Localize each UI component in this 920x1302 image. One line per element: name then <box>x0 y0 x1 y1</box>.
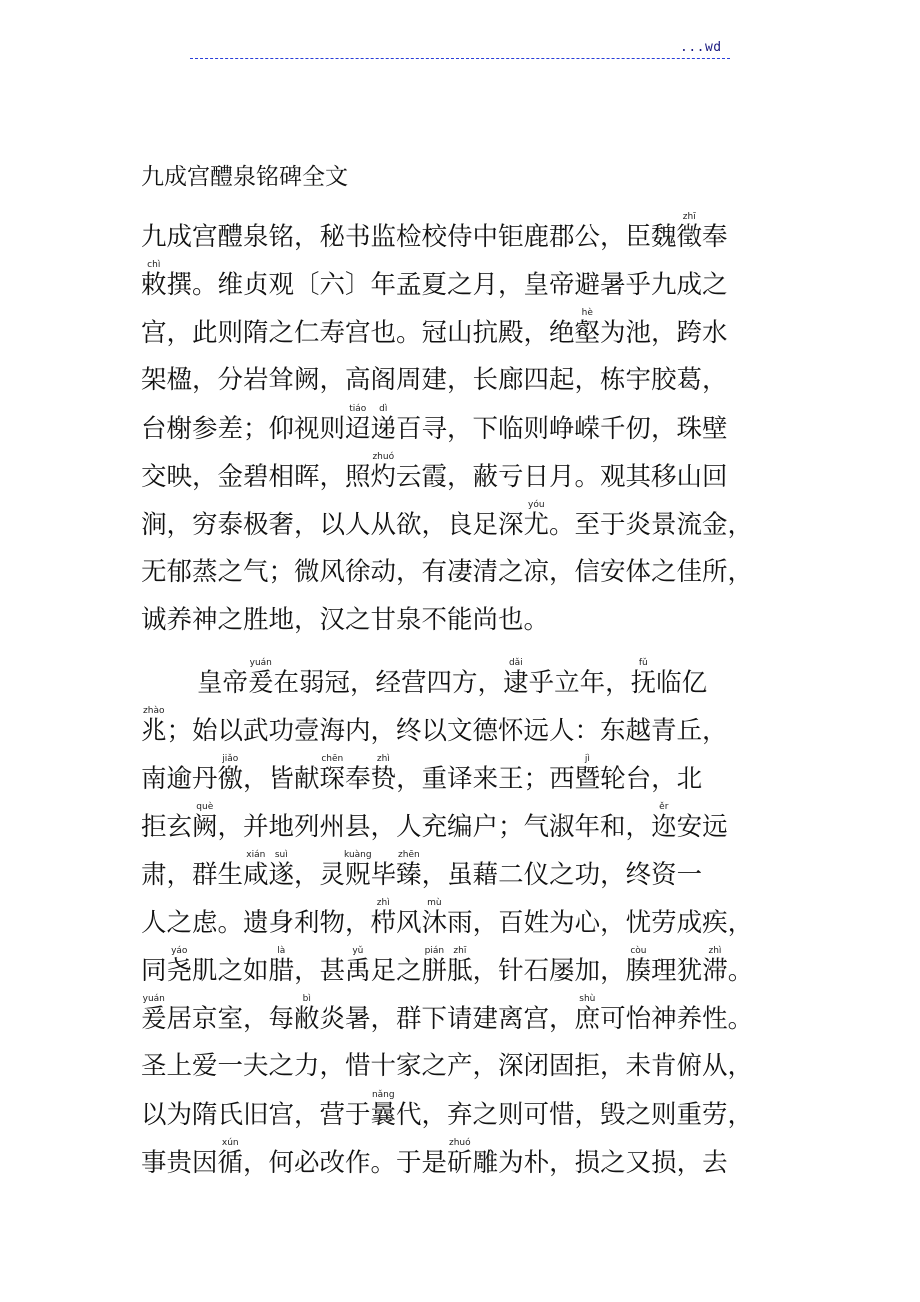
annotated-character: 尤yóu <box>523 500 550 540</box>
pinyin-annotation: zhào <box>141 706 167 716</box>
pinyin-annotation: ěr <box>651 802 677 812</box>
pinyin-annotation: yuán <box>141 994 167 1004</box>
pinyin-annotation: yuán <box>248 658 274 668</box>
annotated-character: 阙què <box>192 802 218 842</box>
text-line <box>141 308 791 356</box>
pinyin-annotation: còu <box>625 946 652 956</box>
pinyin-annotation: chì <box>141 260 167 270</box>
pinyin-annotation: zhì <box>370 754 397 764</box>
annotated-character: 爰yuán <box>141 994 167 1034</box>
text-line <box>141 802 791 850</box>
paragraph-2 <box>141 658 791 1186</box>
pinyin-annotation: zhì <box>702 946 728 956</box>
text-run: 。至于炎景流金， <box>549 510 754 540</box>
text-run: 架楹，分岩耸阙，高阁周建，长廊四起，栋宇胶葛， <box>141 365 728 395</box>
pinyin-annotation: zhēn <box>396 850 422 860</box>
text-run: 云霞，蔽亏日月。观其移山回 <box>396 462 728 492</box>
annotated-character: 兆zhào <box>141 706 167 746</box>
pinyin-annotation: zhuó <box>447 1138 473 1148</box>
text-run: 雨，百姓为心，忧劳成疾， <box>447 908 754 938</box>
text-line <box>141 946 791 994</box>
pinyin-annotation: bì <box>294 994 320 1004</box>
text-run: 奉 <box>702 222 728 252</box>
annotated-character: 琛chēn <box>319 754 346 794</box>
pinyin-annotation: xún <box>217 1138 244 1148</box>
annotated-character: 抚fǔ <box>630 658 657 698</box>
annotated-character: 曩nǎng <box>370 1090 397 1130</box>
annotated-character: 庶shù <box>574 994 601 1034</box>
annotated-character: 徼jiǎo <box>217 754 244 794</box>
text-line <box>141 850 791 898</box>
pinyin-annotation: fǔ <box>630 658 657 668</box>
pinyin-annotation: mù <box>421 898 448 908</box>
text-line <box>141 260 791 308</box>
annotated-character: 壑hè <box>574 308 601 348</box>
text-run: 肌之如 <box>192 956 269 986</box>
text-run: 安远 <box>676 812 728 842</box>
text-run: ，针石屡加， <box>472 956 626 986</box>
text-run: 南逾丹 <box>141 764 218 794</box>
text-run: ，何必改作。于是 <box>243 1148 448 1178</box>
annotated-character: 尧yáo <box>166 946 193 986</box>
text-line <box>141 1090 791 1138</box>
text-run: 台榭参差；仰视则 <box>141 414 346 444</box>
pinyin-annotation: yáo <box>166 946 193 956</box>
text-run: ，重译来王；西 <box>396 764 575 794</box>
text-line <box>141 500 791 548</box>
text-run: 临亿 <box>656 668 708 698</box>
text-run: ，并地列州县，人充编户；气淑年和， <box>217 812 652 842</box>
text-line <box>141 658 791 706</box>
text-line <box>141 706 791 754</box>
pinyin-annotation: yǔ <box>345 946 371 956</box>
pinyin-annotation: suì <box>268 850 295 860</box>
pinyin-annotation: shù <box>574 994 601 1004</box>
text-run: ，皆献 <box>243 764 320 794</box>
annotated-character: 胝zhī <box>447 946 473 986</box>
annotated-character: 逮dǎi <box>503 658 529 698</box>
annotated-character: 栉zhì <box>370 898 397 938</box>
annotated-character: 暨jì <box>574 754 601 794</box>
pinyin-annotation: jiǎo <box>217 754 244 764</box>
text-run: 居京室，每 <box>166 1004 295 1034</box>
annotated-character: 贽zhì <box>370 754 397 794</box>
annotated-character: 递dì <box>370 404 397 444</box>
text-line <box>141 994 791 1042</box>
text-run: 轮台，北 <box>600 764 703 794</box>
text-run: 九成宫醴泉铭，秘书监检校侍中钜鹿郡公，臣魏 <box>141 222 677 252</box>
annotated-character: 爰yuán <box>248 658 274 698</box>
text-line <box>141 404 791 452</box>
text-line <box>141 212 791 260</box>
pinyin-annotation: què <box>192 802 218 812</box>
annotated-character: 沐mù <box>421 898 448 938</box>
annotated-character: 禹yǔ <box>345 946 371 986</box>
text-run: 炎暑，群下请建离宫， <box>319 1004 575 1034</box>
annotated-character: 腊là <box>268 946 295 986</box>
text-run: 肃，群生 <box>141 860 244 890</box>
text-line <box>141 452 791 500</box>
text-run: 足之 <box>370 956 422 986</box>
annotated-character: 敕chì <box>141 260 167 300</box>
annotated-character: 遂suì <box>268 850 295 890</box>
text-run: ，甚 <box>294 956 346 986</box>
text-run: 圣上爱一夫之力，惜十家之产，深闭固拒，未肯俯从， <box>141 1051 754 1081</box>
text-run: 可怡神养性。 <box>600 1004 754 1034</box>
document-title: 九成宫醴泉铭碑全文 <box>141 164 348 190</box>
text-line <box>141 596 791 644</box>
text-line <box>141 1138 791 1186</box>
pinyin-annotation: jì <box>574 754 601 764</box>
text-run: 雕为朴，损之又损，去 <box>472 1148 728 1178</box>
text-line <box>141 754 791 802</box>
text-run: 奉 <box>345 764 371 794</box>
text-line <box>141 356 791 404</box>
text-run: 在弱冠，经营四方， <box>273 668 504 698</box>
annotated-character: 迩ěr <box>651 802 677 842</box>
annotated-character: 胼pián <box>421 946 448 986</box>
annotated-character: 腠còu <box>625 946 652 986</box>
text-run: ；始以武功壹海内，终以文德怀远人：东越青丘， <box>166 716 728 746</box>
pinyin-annotation: xián <box>243 850 269 860</box>
annotated-character: 咸xián <box>243 850 269 890</box>
text-run: 毕 <box>370 860 397 890</box>
pinyin-annotation: zhuó <box>370 452 397 462</box>
text-run: 拒玄 <box>141 812 193 842</box>
pinyin-annotation: chēn <box>319 754 346 764</box>
text-run: 人之虑。遗身利物， <box>141 908 371 938</box>
text-run: ，灵 <box>294 860 346 890</box>
pinyin-annotation: là <box>268 946 295 956</box>
pinyin-annotation: dì <box>370 404 397 414</box>
pinyin-annotation: hè <box>574 308 601 318</box>
pinyin-annotation: zhī <box>676 212 703 222</box>
text-run: 为池，跨水 <box>600 318 728 348</box>
pinyin-annotation: kuàng <box>344 850 372 860</box>
header-dashed-line <box>190 58 730 59</box>
text-run: 皇帝 <box>197 668 249 698</box>
text-run: 诚养神之胜地，汉之甘泉不能尚也。 <box>141 605 550 635</box>
pinyin-annotation: nǎng <box>370 1090 397 1100</box>
pinyin-annotation: zhì <box>370 898 397 908</box>
pinyin-annotation: yóu <box>523 500 550 510</box>
paragraph-1 <box>141 212 791 644</box>
text-run: 风 <box>396 908 422 938</box>
pinyin-annotation: tiáo <box>345 404 371 414</box>
text-run: 宫，此则隋之仁寿宫也。冠山抗殿，绝 <box>141 318 575 348</box>
text-run: 涧，穷泰极奢，以人从欲，良足深 <box>141 510 524 540</box>
text-run: 乎立年， <box>528 668 631 698</box>
pinyin-annotation: zhī <box>447 946 473 956</box>
annotated-character: 迢tiáo <box>345 404 371 444</box>
annotated-character: 徵zhī <box>676 212 703 252</box>
annotated-character: 贶kuàng <box>344 850 372 890</box>
annotated-character: 敝bì <box>294 994 320 1034</box>
annotated-character: 臻zhēn <box>396 850 422 890</box>
text-run: 以为隋氏旧宫，营于 <box>141 1100 371 1130</box>
text-run: 理犹 <box>651 956 703 986</box>
text-run: 交映，金碧相晖，照 <box>141 462 371 492</box>
text-run: 代，弃之则可惜，毁之则重劳， <box>396 1100 754 1130</box>
header-mark: ...wd <box>680 40 722 55</box>
text-line <box>141 898 791 946</box>
text-run: 事贵因 <box>141 1148 218 1178</box>
annotated-character: 滞zhì <box>702 946 728 986</box>
pinyin-annotation: pián <box>421 946 448 956</box>
text-line <box>141 1042 791 1090</box>
annotated-character: 循xún <box>217 1138 244 1178</box>
text-run: 。 <box>727 956 754 986</box>
text-run: 百寻，下临则峥嵘千仞，珠壁 <box>396 414 728 444</box>
annotated-character: 斫zhuó <box>447 1138 473 1178</box>
text-line <box>141 548 791 596</box>
text-run: 无郁蒸之气；微风徐动，有凄清之凉，信安体之佳所， <box>141 557 754 587</box>
annotated-character: 灼zhuó <box>370 452 397 492</box>
text-run: 撰。维贞观〔六〕年孟夏之月，皇帝避暑乎九成之 <box>166 270 728 300</box>
text-run: 同 <box>141 956 167 986</box>
pinyin-annotation: dǎi <box>503 658 529 668</box>
text-run: ，虽藉二仪之功，终资一 <box>421 860 703 890</box>
